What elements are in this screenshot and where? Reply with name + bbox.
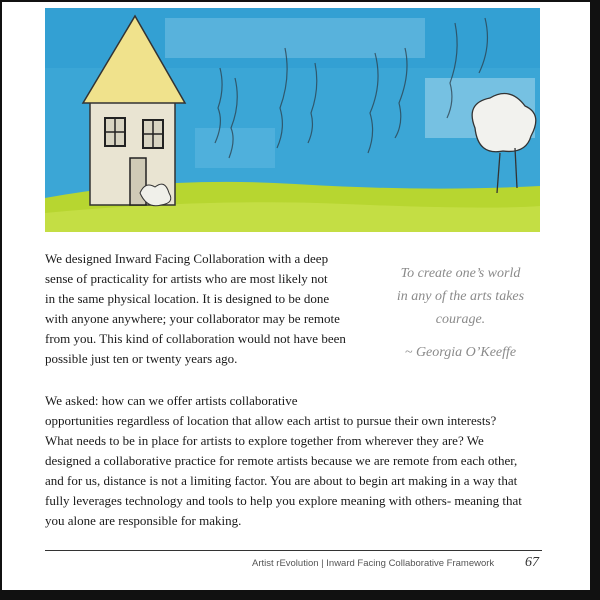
footer-title: Artist rEvolution | Inward Facing Collaborative Framework xyxy=(252,558,495,569)
quote-attribution: ~ Georgia O’Keeffe xyxy=(404,345,517,360)
painting-of-house-icon xyxy=(45,8,540,232)
paragraph-line: fully leverages technology and tools to help you explore meaning with others- meaning that xyxy=(45,493,522,508)
pull-quote xyxy=(378,262,543,364)
paragraph-line: with anyone anywhere; your collaborator may be remote xyxy=(45,311,340,326)
paragraph-line: from you. This kind of collaboration would not have been xyxy=(45,331,346,346)
paragraph-line: in the same physical location. It is designed to be done xyxy=(45,291,330,306)
intro-paragraph xyxy=(45,249,365,369)
footer-divider xyxy=(45,550,542,551)
paragraph-line: sense of practicality for artists who are most likely not xyxy=(45,271,328,286)
page-number: 67 xyxy=(525,555,539,570)
paragraph-line: designed a collaborative practice for remote artists because we are remote from each other, xyxy=(45,453,518,468)
paragraph-line: possible just ten or twenty years ago. xyxy=(45,351,238,366)
quote-line: To create one’s world xyxy=(400,266,521,281)
second-paragraph xyxy=(45,391,545,531)
quote-line: in any of the arts takes xyxy=(396,289,525,304)
paragraph-line: What needs to be in place for artists to explore together from wherever they are? We xyxy=(45,433,484,448)
paragraph-line: you alone are responsible for making. xyxy=(45,513,242,528)
paragraph-line: opportunities regardless of location that allow each artist to pursue their own interests? xyxy=(45,413,497,428)
paragraph-line: and for us, distance is not a limiting factor. You are about to begin art making in a way that xyxy=(45,473,518,488)
quote-line: courage. xyxy=(435,312,486,327)
page-border-left xyxy=(0,0,2,600)
paragraph-line: We designed Inward Facing Collaboration with a deep xyxy=(45,251,329,266)
page-border-top xyxy=(0,0,600,2)
paragraph-line: We asked: how can we offer artists collaborative xyxy=(45,393,298,408)
